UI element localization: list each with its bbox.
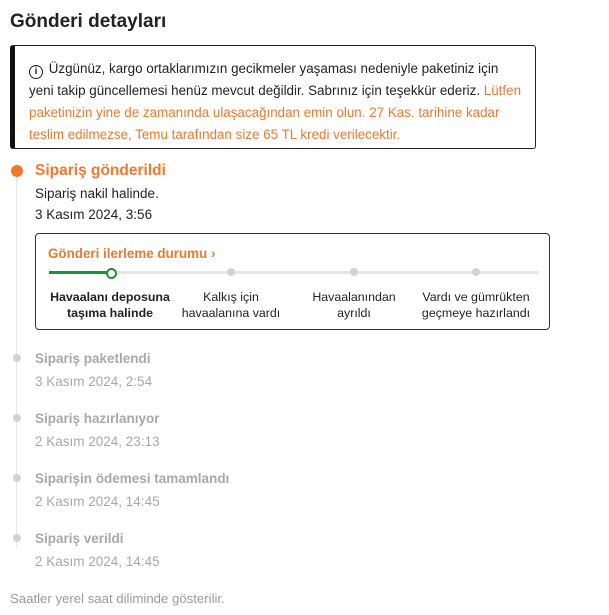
stage-label-line: taşıma halinde	[66, 306, 154, 320]
progress-stage-2	[166, 289, 296, 321]
notice-text: Üzgünüz, kargo ortaklarımızın gecikmeler yaşaması nedeniyle paketiniz için yeni takip güncellemesi henüz mevcut değildir. Sabrınız için teşekkür ederiz.	[29, 61, 499, 98]
past-step-time: 2 Kasım 2024, 14:45	[35, 554, 160, 569]
stage-label-line: Havaalanı deposuna	[50, 290, 170, 304]
current-step-title: Sipariş gönderildi	[35, 162, 166, 179]
stage-label-line: havaalanına vardı	[181, 306, 281, 320]
past-step-title: Siparişin ödemesi tamamlandı	[35, 471, 230, 486]
timeline-dot-active	[11, 165, 23, 177]
chevron-right-icon: ›	[210, 246, 216, 261]
past-step-title: Sipariş paketlendi	[35, 351, 151, 366]
progress-node-current	[106, 268, 117, 279]
timeline-dot	[13, 534, 21, 542]
notice-highlight: Lütfen paketinizin yine de zamanında ulaşacağından emin olun. 27 Kas. tarihine kadar teslim edilmezse, Temu tarafından size 65 TL kredi verilecektir.	[29, 83, 522, 142]
timezone-note: Saatler yerel saat diliminde gösterilir.	[10, 591, 225, 606]
current-step-time: 3 Kasım 2024, 3:56	[35, 207, 153, 222]
progress-track	[49, 271, 539, 274]
past-step-time: 2 Kasım 2024, 23:13	[35, 434, 160, 449]
past-step-time: 3 Kasım 2024, 2:54	[35, 374, 153, 389]
timeline-dot	[13, 474, 21, 482]
progress-stage-1	[45, 289, 175, 321]
shipment-progress-card	[35, 233, 550, 330]
stage-label-line: Kalkış için	[203, 290, 259, 304]
stage-label-line: ayrıldı	[337, 306, 371, 320]
stage-label-line: Vardı ve gümrükten	[422, 290, 530, 304]
current-step-description: Sipariş nakil halinde.	[35, 186, 159, 201]
progress-track-fill	[49, 271, 111, 274]
past-step-time: 2 Kasım 2024, 14:45	[35, 494, 160, 509]
timeline-dot	[13, 414, 21, 422]
progress-stage-3	[289, 289, 419, 321]
info-icon: i	[29, 65, 43, 79]
progress-stage-4	[411, 289, 541, 321]
past-step-title: Sipariş verildi	[35, 531, 124, 546]
progress-node	[350, 268, 358, 276]
page-title: Gönderi detayları	[10, 11, 167, 32]
stage-label-line: Havaalanından	[312, 290, 396, 304]
shipment-progress-label: Gönderi ilerleme durumu	[48, 246, 208, 261]
timeline-dot	[13, 354, 21, 362]
progress-node	[472, 268, 480, 276]
past-step-title: Sipariş hazırlanıyor	[35, 411, 160, 426]
delay-notice	[10, 45, 536, 149]
shipment-progress-link[interactable]	[48, 246, 215, 261]
stage-label-line: geçmeye hazırlandı	[421, 306, 531, 320]
progress-node	[227, 268, 235, 276]
